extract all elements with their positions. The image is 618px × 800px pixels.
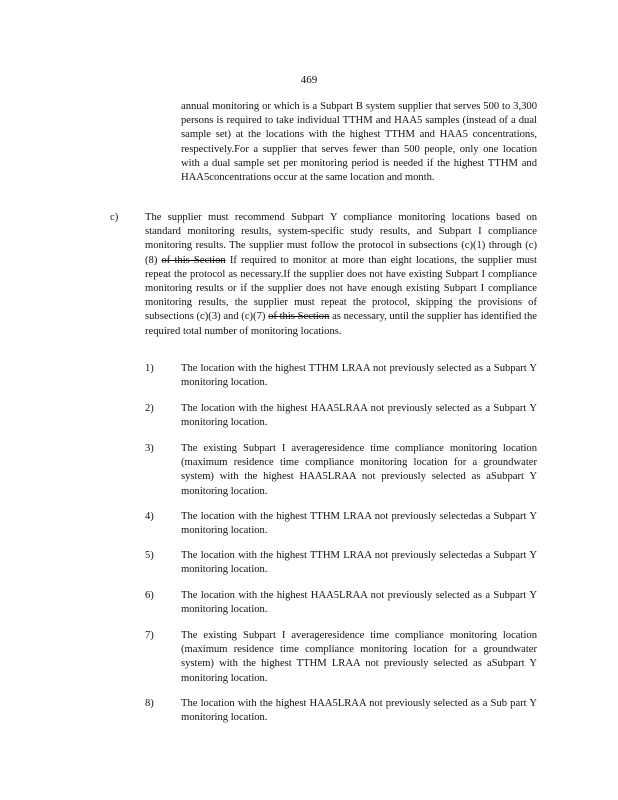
item-3-number: 3) [145, 443, 154, 454]
item-8-text: The location with the highest HAA5LRAA not previously selected as a Sub part Y monitoring location. [181, 698, 537, 724]
item-6-text: The location with the highest HAA5LRAA not previously selected as a Subpart Y monitoring location. [181, 590, 537, 616]
paragraph-c-text-3: as necessary, until the supplier has identified the required total number of monitoring locations. [145, 311, 537, 337]
item-5-text: The location with the highest TTHM LRAA not previously selectedas a Subpart Y monitoring location. [181, 550, 537, 576]
paragraph-c-strikethrough-2: of this Section [268, 311, 330, 323]
item-6-number: 6) [145, 590, 154, 601]
page-number: 469 [300, 74, 318, 86]
item-2-text: The location with the highest HAA5LRAA not previously selected as a Subpart Y monitoring location. [181, 403, 537, 429]
paragraph-c [145, 211, 537, 339]
item-1-number: 1) [145, 363, 154, 374]
item-1-text: The location with the highest TTHM LRAA not previously selected as a Subpart Y monitoring location. [181, 363, 537, 389]
item-4-number: 4) [145, 511, 154, 522]
paragraph-c-text-1: The supplier must recommend Subpart Y compliance monitoring locations based on standard monitoring results, system-specific study results, and Subpart I compliance monitoring results. The supplier must follow the protocol in subsections (c)(1) through (c)(8) [145, 212, 537, 266]
item-5-number: 5) [145, 550, 154, 561]
item-7-text: The existing Subpart I averageresidence time compliance monitoring location (maximum residence time compliance monitoring location for a groundwater system) with the highest TTHM LRAA not previously selected as aSubpart Y monitoring location. [181, 630, 537, 684]
item-7-number: 7) [145, 630, 154, 641]
item-2-number: 2) [145, 403, 154, 414]
paragraph-c-strikethrough-1: of this Section [161, 254, 226, 266]
paragraph-c-label: c) [110, 212, 119, 223]
intro-paragraph: annual monitoring or which is a Subpart B system supplier that serves 500 to 3,300 persons is required to take individual TTHM and HAA5 samples (instead of a dual sample set) at the locations with the highest TTHM and HAA5 concentrations, respectively.For a supplier that serves fewer than 500 people, only one location with a dual sample set per monitoring period is needed if the highest TTHM and HAA5concentrations occur at the same location and month. [181, 101, 537, 184]
item-4-text: The location with the highest TTHM LRAA not previously selectedas a Subpart Y monitoring location. [181, 511, 537, 537]
item-3-text: The existing Subpart I averageresidence time compliance monitoring location (maximum residence time compliance monitoring location for a groundwater system) with the highest HAA5LRAA not previously selected as aSubpart Y monitoring location. [181, 443, 537, 497]
paragraph-c-text-2: If required to monitor at more than eight locations, the supplier must repeat the protocol as necessary.If the supplier does not have existing Subpart I compliance monitoring results or if the supplier does not have enough existing Subpart I compliance monitoring results, the supplier must repeat the protocol, skipping the provisions of subsections (c)(3) and (c)(7) [145, 254, 537, 323]
item-8-number: 8) [145, 698, 154, 709]
